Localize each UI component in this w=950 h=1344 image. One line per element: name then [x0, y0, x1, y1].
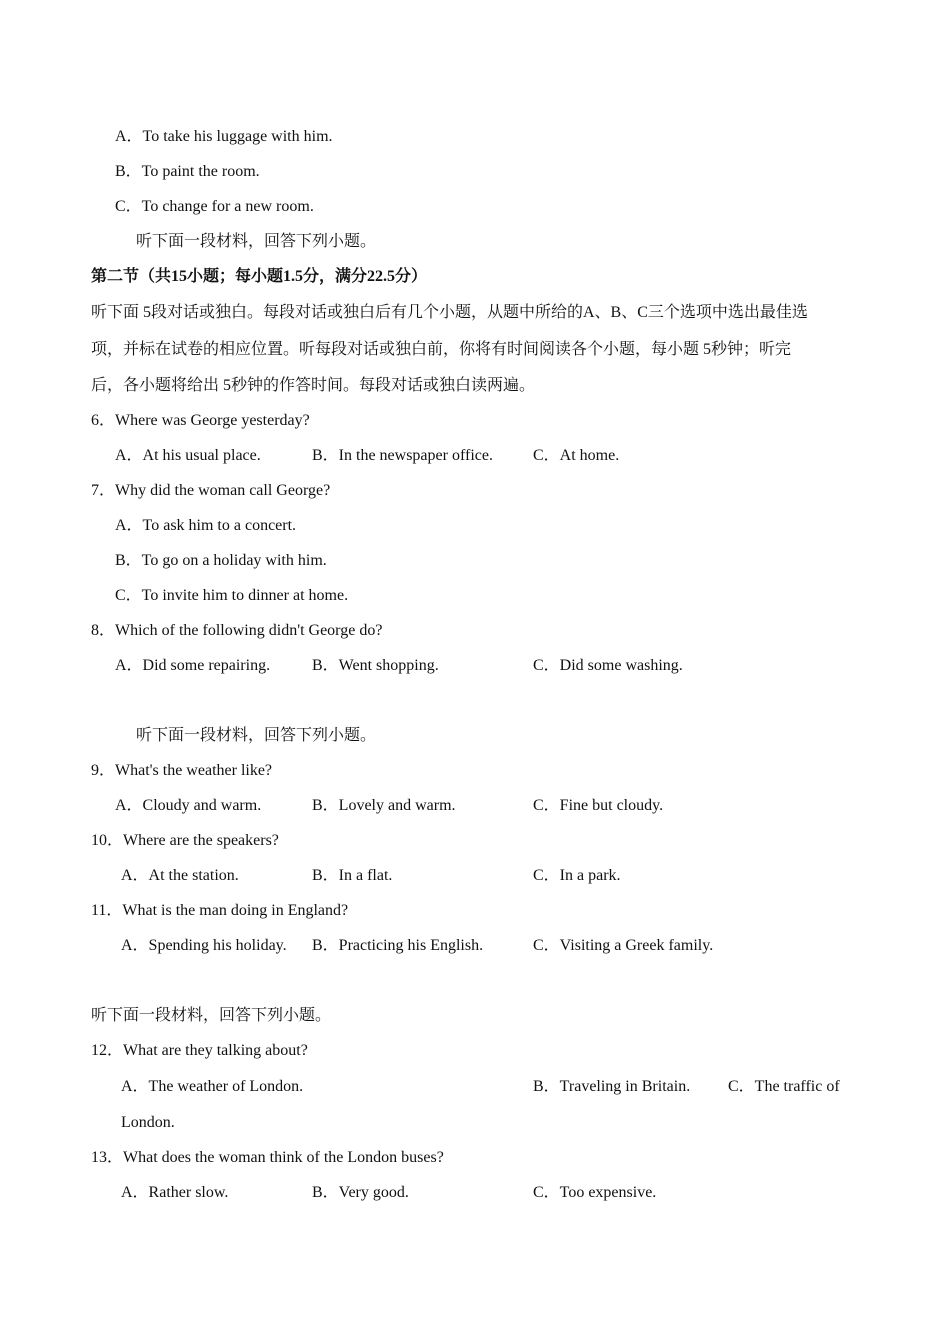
- option-b: B．Lovely and warm.: [312, 797, 456, 814]
- listen-prompt: 听下面一段材料，回答下列小题。: [91, 1007, 332, 1024]
- option-c: C．To change for a new room.: [115, 198, 314, 215]
- question-6: 6．Where was George yesterday?: [91, 412, 310, 429]
- question-7: 7．Why did the woman call George?: [91, 482, 331, 499]
- listen-prompt: 听下面一段材料，回答下列小题。: [136, 233, 377, 250]
- option-b: B．Went shopping.: [312, 657, 439, 674]
- option-c: C．Did some washing.: [533, 657, 683, 674]
- option-b: B．Very good.: [312, 1184, 409, 1201]
- option-a: A．Rather slow.: [121, 1184, 229, 1201]
- option-c: C．Too expensive.: [533, 1184, 657, 1201]
- option-b: B．To paint the room.: [115, 163, 260, 180]
- option-b: B．Practicing his English.: [312, 937, 484, 954]
- question-11: 11．What is the man doing in England?: [91, 902, 349, 919]
- option-a: A．Cloudy and warm.: [115, 797, 262, 814]
- question-12: 12．What are they talking about?: [91, 1042, 308, 1059]
- option-a: A．The weather of London.: [121, 1078, 304, 1095]
- option-a: A．Did some repairing.: [115, 657, 271, 674]
- option-b: B．Traveling in Britain.: [533, 1078, 691, 1095]
- option-c: C．To invite him to dinner at home.: [115, 587, 349, 604]
- option-a: A．At the station.: [121, 867, 239, 884]
- option-c: C．Visiting a Greek family.: [533, 937, 714, 954]
- options-11: [91, 928, 861, 963]
- option-c-continued: London.: [121, 1114, 175, 1131]
- option-c: C．At home.: [533, 447, 620, 464]
- section-title: 第二节（共15小题；每小题1.5分，满分22.5分）: [91, 268, 428, 285]
- options-6: [91, 438, 861, 473]
- option-c: C．The traffic of: [728, 1078, 840, 1095]
- option-a: A．To ask him to a concert.: [115, 517, 297, 534]
- option-b: B．To go on a holiday with him.: [115, 552, 327, 569]
- instructions-line: 听下面 5段对话或独白。每段对话或独白后有几个小题，从题中所给的A、B、C三个选项中选出最佳选: [91, 304, 808, 321]
- question-13: 13．What does the woman think of the London buses?: [91, 1149, 444, 1166]
- options-8: [91, 648, 861, 683]
- option-b: B．In the newspaper office.: [312, 447, 493, 464]
- instructions-line: 项，并标在试卷的相应位置。听每段对话或独白前，你将有时间阅读各个小题，每小题 5秒钟；听完: [91, 341, 792, 358]
- option-b: B．In a flat.: [312, 867, 393, 884]
- listen-prompt: 听下面一段材料，回答下列小题。: [136, 727, 377, 744]
- option-a: A．At his usual place.: [115, 447, 261, 464]
- question-8: 8．Which of the following didn't George do?: [91, 622, 383, 639]
- options-13: [91, 1175, 861, 1210]
- question-9: 9．What's the weather like?: [91, 762, 273, 779]
- option-c: C．Fine but cloudy.: [533, 797, 664, 814]
- instructions-line: 后，各小题将给出 5秒钟的作答时间。每段对话或独白读两遍。: [91, 377, 536, 394]
- question-10: 10．Where are the speakers?: [91, 832, 279, 849]
- options-10: [91, 858, 861, 893]
- option-a: A．Spending his holiday.: [121, 937, 287, 954]
- options-12: [91, 1068, 861, 1105]
- options-9: [91, 788, 861, 823]
- option-a: A．To take his luggage with him.: [115, 128, 333, 145]
- option-c: C．In a park.: [533, 867, 621, 884]
